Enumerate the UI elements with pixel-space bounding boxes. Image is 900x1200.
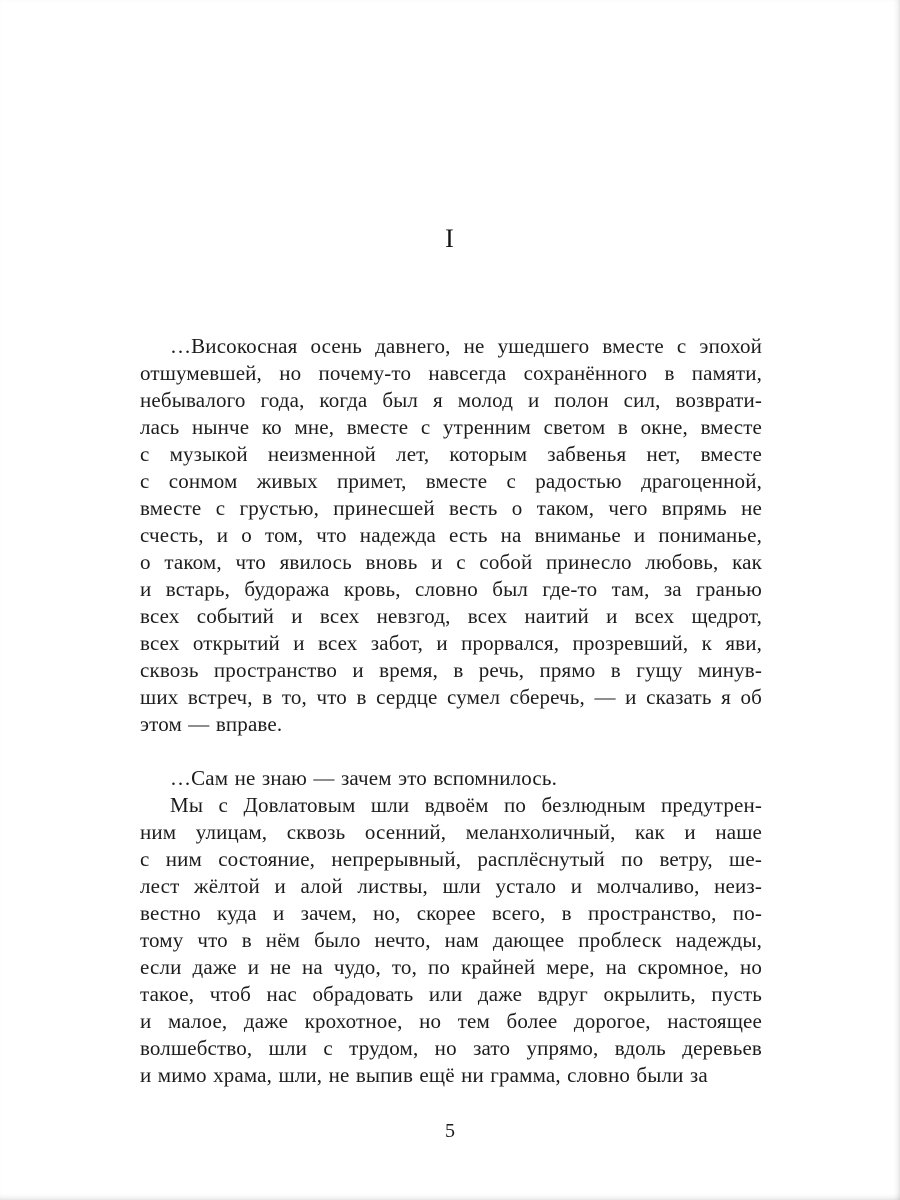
text-line: если даже и не на чудо, то, по крайней мере, на скромное, но bbox=[140, 955, 762, 979]
chapter-heading: I bbox=[445, 224, 455, 253]
text-line: …Високосная осень давнего, не ушедшего вместе с эпохой bbox=[170, 334, 762, 358]
text-line: такое, чтоб нас обрадовать или даже вдруг окрылить, пусть bbox=[140, 982, 762, 1006]
text-line: вместе с грустью, принесшей весть о таком, чего впрямь не bbox=[140, 496, 762, 520]
paragraph bbox=[140, 792, 762, 1089]
text-line: с сонмом живых примет, вместе с радостью драгоценной, bbox=[140, 469, 762, 493]
text-line: ших встреч, в то, что в сердце сумел сберечь, — и сказать я об bbox=[140, 685, 762, 709]
paragraph bbox=[140, 333, 762, 738]
text-line: с ним состояние, непрерывный, расплёснутый по ветру, ше- bbox=[140, 847, 762, 871]
text-line: лест жёлтой и алой листвы, шли устало и молчаливо, неиз- bbox=[140, 874, 762, 898]
text-line: Мы с Довлатовым шли вдвоём по безлюдным предутрен- bbox=[170, 793, 762, 817]
text-line: ним улицам, сквозь осенний, меланхоличный, как и наше bbox=[140, 820, 762, 844]
text-line: всех событий и всех невзгод, всех наитий и всех щедрот, bbox=[140, 604, 762, 628]
text-line: …Сам не знаю — зачем это вспомнилось. bbox=[170, 766, 557, 790]
page-number: 5 bbox=[445, 1120, 455, 1142]
text-line: небывалого года, когда был я молод и полон сил, возврати- bbox=[140, 388, 762, 412]
paragraph bbox=[140, 765, 762, 792]
text-line: и мимо храма, шли, не выпив ещё ни грамма, словно были за bbox=[140, 1063, 708, 1087]
text-line: волшебство, шли с трудом, но зато упрямо, вдоль деревьев bbox=[140, 1036, 762, 1060]
text-line: отшумевшей, но почему-то навсегда сохранённого в памяти, bbox=[140, 361, 762, 385]
text-line: с музыкой неизменной лет, которым забвенья нет, вместе bbox=[140, 442, 762, 466]
text-line: счесть, и о том, что надежда есть на вниманье и пониманье, bbox=[140, 523, 762, 547]
text-line: и малое, даже крохотное, но тем более дорогое, настоящее bbox=[140, 1009, 762, 1033]
text-line: вестно куда и зачем, но, скорее всего, в пространство, по- bbox=[140, 901, 762, 925]
text-line: тому что в нём было нечто, нам дающее проблеск надежды, bbox=[140, 928, 762, 952]
text-line: всех открытий и всех забот, и прорвался, прозревший, к яви, bbox=[140, 631, 762, 655]
text-line: о таком, что явилось вновь и с собой принесло любовь, как bbox=[140, 550, 762, 574]
text-line: сквозь пространство и время, в речь, прямо в гущу минув- bbox=[140, 658, 762, 682]
text-block bbox=[140, 333, 762, 1089]
text-line: этом — вправе. bbox=[140, 712, 283, 736]
text-line: лась нынче ко мне, вместе с утренним светом в окне, вместе bbox=[140, 415, 762, 439]
text-line: и встарь, будоража кровь, словно был где-то там, за гранью bbox=[140, 577, 762, 601]
